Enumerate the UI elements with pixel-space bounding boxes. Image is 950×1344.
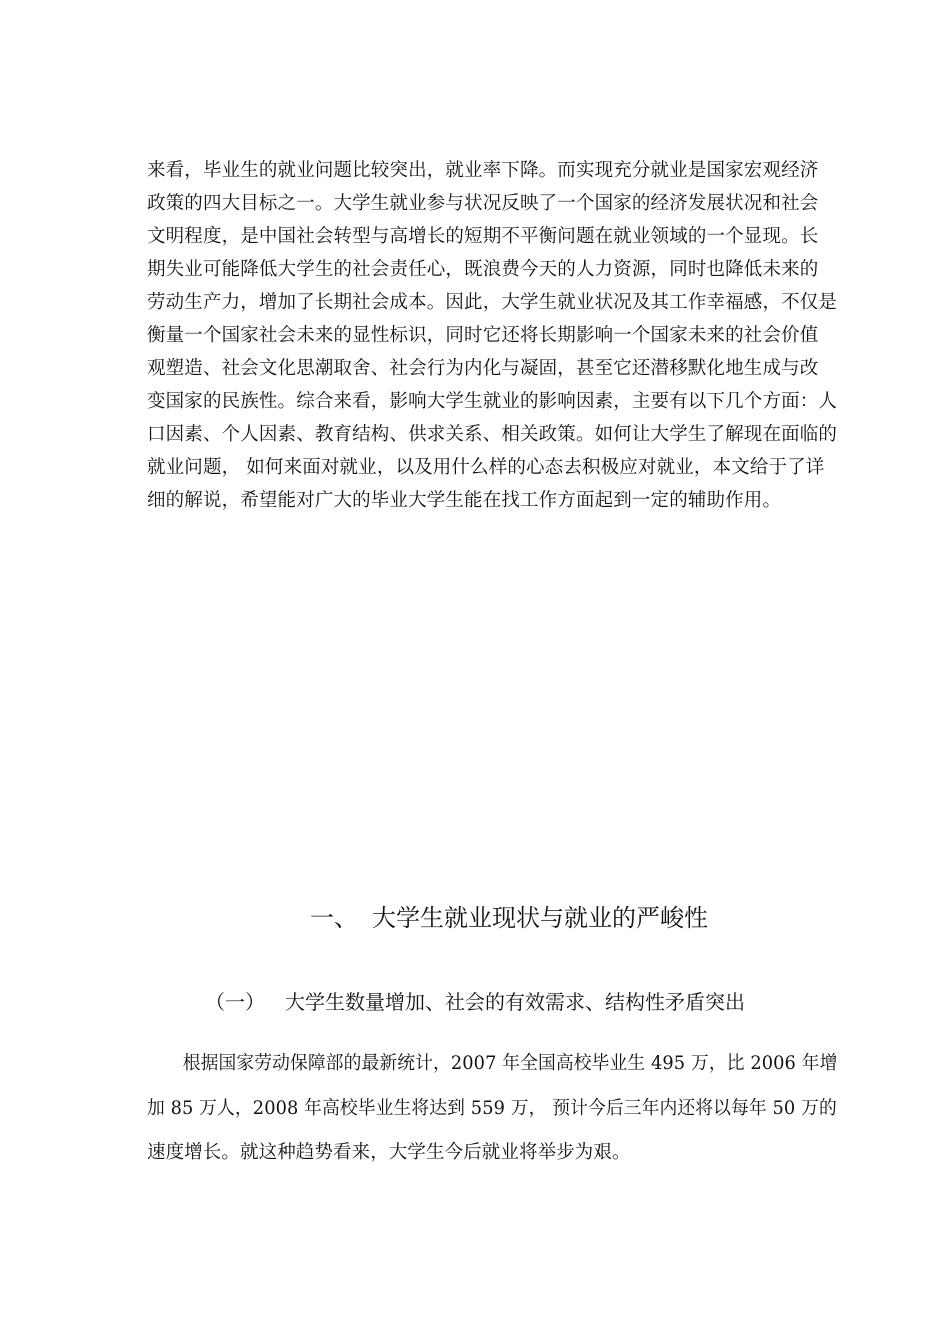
intro-line-6: 衡量一个国家社会未来的显性标识，同时它还将长期影响一个国家未来的社会价值 xyxy=(147,325,819,346)
body-line-1: 根据国家劳动保障部的最新统计，2007 年全国高校毕业生 495 万，比 2006 年增 xyxy=(147,1053,838,1074)
section-number: 一、 xyxy=(310,904,358,932)
intro-line-9: 口因素、个人因素、教育结构、供求关系、相关政策。如何让大学生了解现在面临的 xyxy=(147,424,838,445)
intro-line-10: 就业问题， 如何来面对就业，以及用什么样的心态去积极应对就业，本文给于了详 xyxy=(147,457,825,478)
intro-line-4: 期失业可能降低大学生的社会责任心，既浪费今天的人力资源，同时也降低未来的 xyxy=(147,259,819,280)
section-heading xyxy=(0,902,950,934)
intro-line-8: 变国家的民族性。综合来看，影响大学生就业的影响因素，主要有以下几个方面：人 xyxy=(147,391,838,412)
intro-line-1: 来看，毕业生的就业问题比较突出，就业率下降。而实现充分就业是国家宏观经济 xyxy=(147,160,819,181)
intro-line-5: 劳动生产力，增加了长期社会成本。因此，大学生就业状况及其工作幸福感，不仅是 xyxy=(147,292,838,313)
intro-line-3: 文明程度，是中国社会转型与高增长的短期不平衡问题在就业领域的一个显现。长 xyxy=(147,226,819,247)
subsection-number: （一） xyxy=(205,990,265,1014)
section-title: 大学生就业现状与就业的严峻性 xyxy=(372,904,708,932)
intro-line-7: 观塑造、社会文化思潮取舍、社会行为内化与凝固，甚至它还潜移默化地生成与改 xyxy=(147,358,819,379)
subsection-heading xyxy=(0,988,950,1016)
body-line-3: 速度增长。就这种趋势看来，大学生今后就业将举步为艰。 xyxy=(147,1142,631,1163)
subsection-title: 大学生数量增加、社会的有效需求、结构性矛盾突出 xyxy=(285,990,745,1014)
intro-line-2: 政策的四大目标之一。大学生就业参与状况反映了一个国家的经济发展状况和社会 xyxy=(147,193,819,214)
body-line-2: 加 85 万人，2008 年高校毕业生将达到 559 万， 预计今后三年内还将以每年 50 万的 xyxy=(147,1098,837,1119)
intro-line-11: 细的解说，希望能对广大的毕业大学生能在找工作方面起到一定的辅助作用。 xyxy=(147,490,782,511)
